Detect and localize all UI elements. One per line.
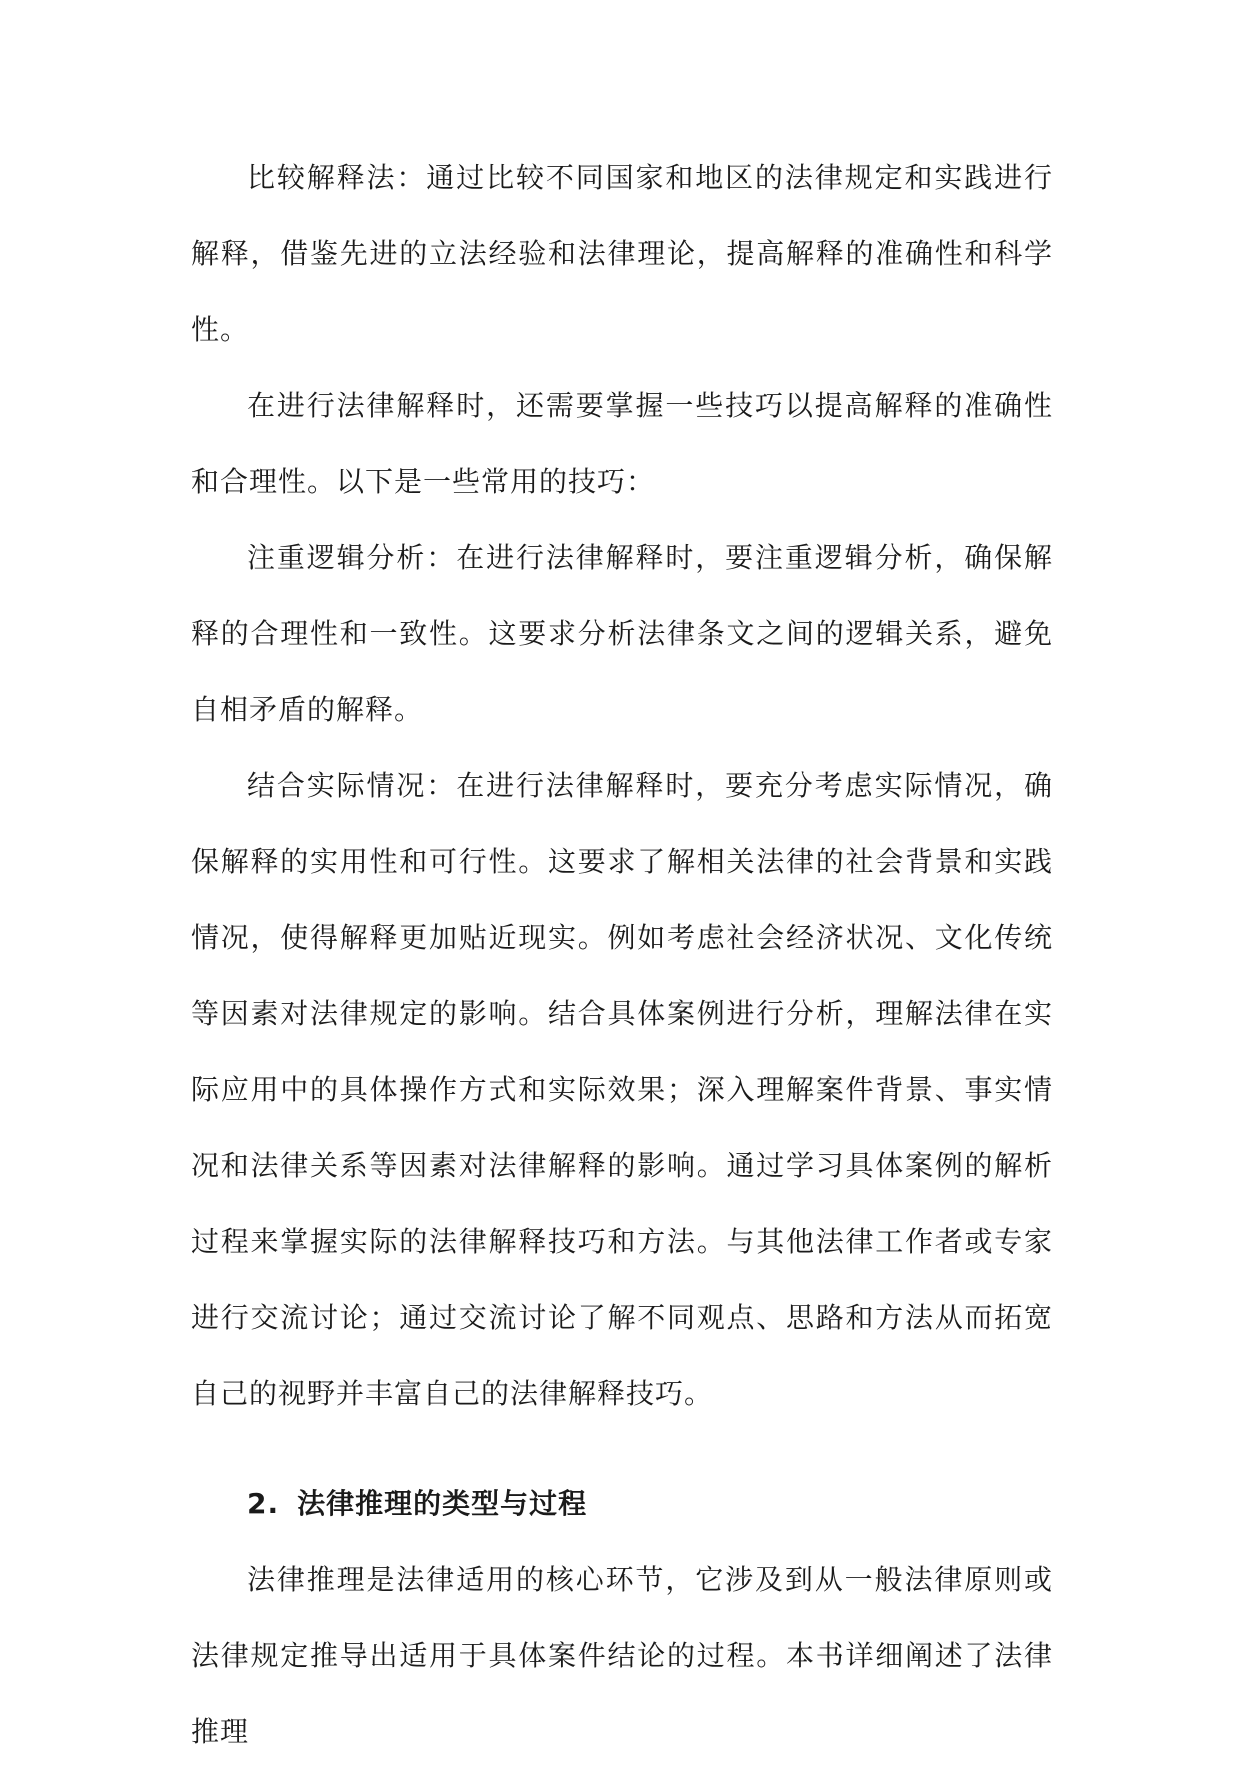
paragraph-legal-reasoning: 法律推理是法律适用的核心环节，它涉及到从一般法律原则或法律规定推导出适用于具体案件结论的过程。本书详细阐述了法律推理 [191,1563,1053,1748]
paragraph-practical-situation: 结合实际情况：在进行法律解释时，要充分考虑实际情况，确保解释的实用性和可行性。这要求了解相关法律的社会背景和实践情况，使得解释更加贴近现实。例如考虑社会经济状况、文化传统等因素对法律规定的影响。结合具体案例进行分析，理解法律在实际应用中的具体操作方式和实际效果；深入理解案件背景、事实情况和法律关系等因素对法律解释的影响。通过学习具体案例的解析过程来掌握实际的法律解释技巧和方法。与其他法律工作者或专家进行交流讨论；通过交流讨论了解不同观点、思路和方法从而拓宽自己的视野并丰富自己的法律解释技巧。 [191,769,1053,1410]
paragraph-logical-analysis: 注重逻辑分析：在进行法律解释时，要注重逻辑分析，确保解释的合理性和一致性。这要求分析法律条文之间的逻辑关系，避免自相矛盾的解释。 [191,541,1053,726]
paragraph-comparative-interpretation: 比较解释法：通过比较不同国家和地区的法律规定和实践进行解释，借鉴先进的立法经验和法律理论，提高解释的准确性和科学性。 [191,161,1053,346]
document-body [191,140,1053,1770]
section-title: 法律推理的类型与过程 [297,1487,588,1520]
section-number: 2. [247,1487,280,1520]
paragraph-interpretation-techniques-intro: 在进行法律解释时，还需要掌握一些技巧以提高解释的准确性和合理性。以下是一些常用的技巧： [191,389,1053,498]
section-heading [191,1466,1053,1542]
